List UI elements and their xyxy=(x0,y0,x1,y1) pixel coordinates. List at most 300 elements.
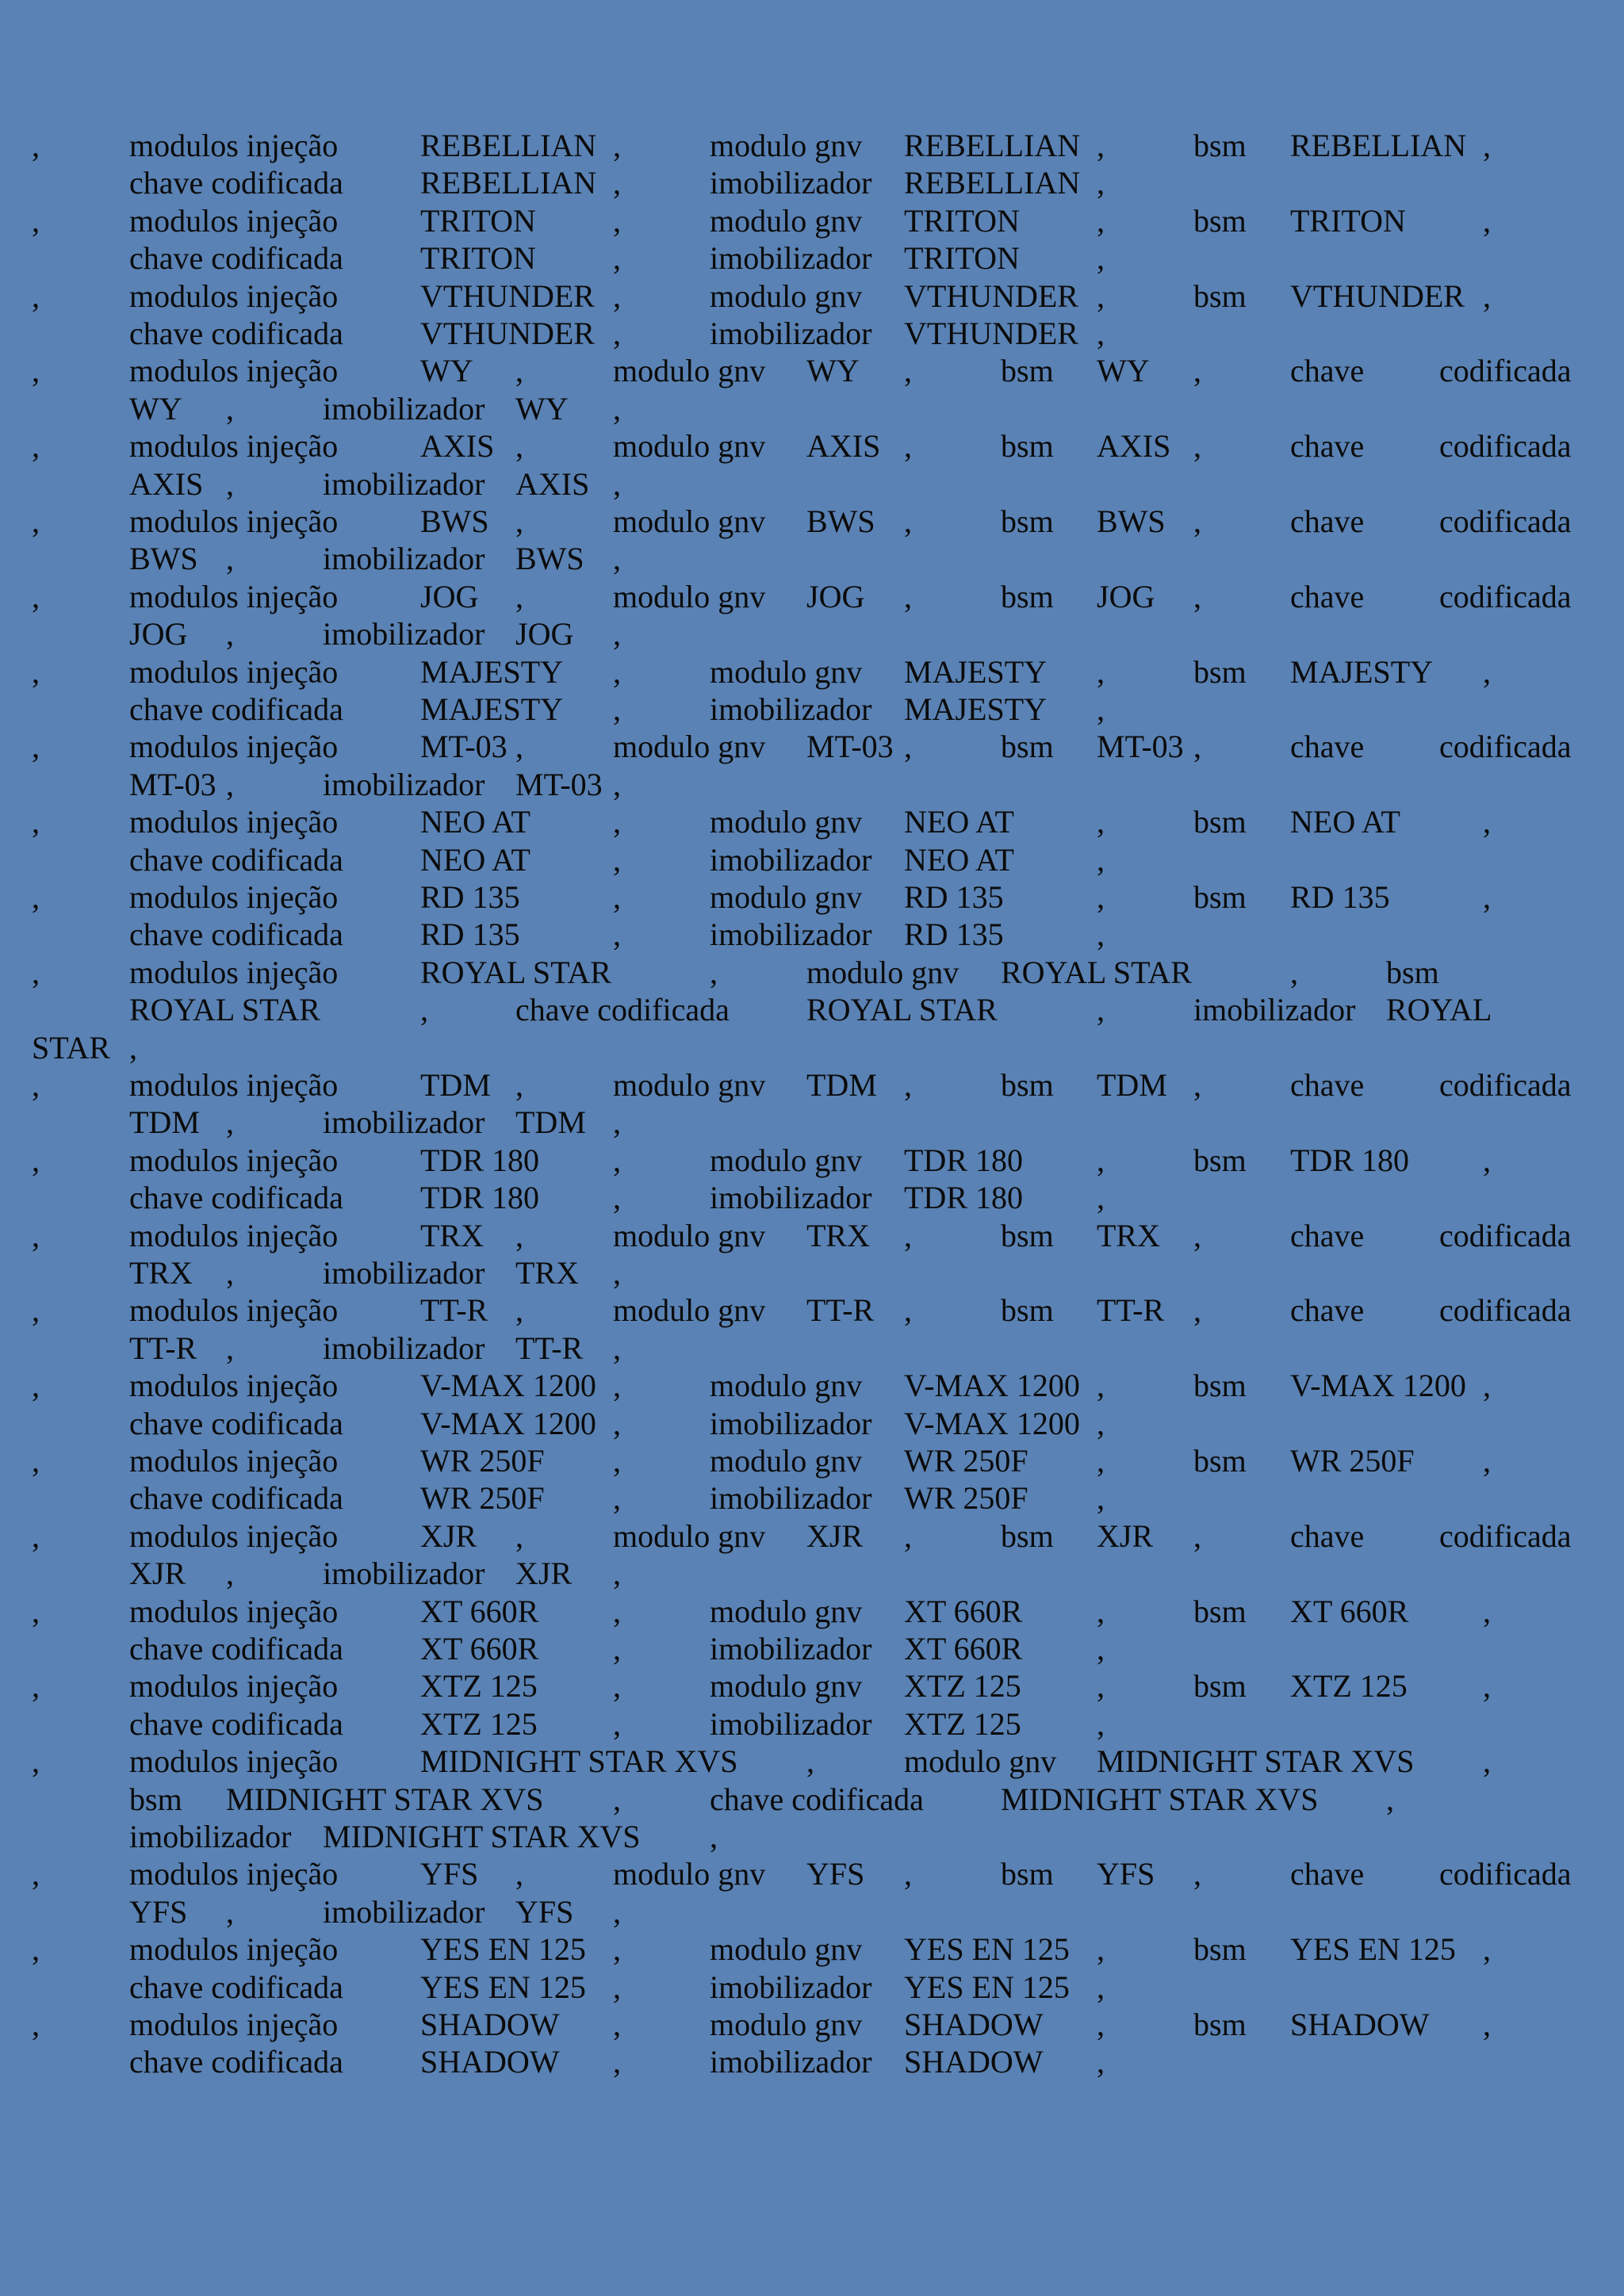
comma-separator: , xyxy=(32,954,40,990)
comma-separator: , xyxy=(32,653,40,690)
model-entry xyxy=(0,277,1624,353)
part-label: chave xyxy=(1290,503,1365,539)
model-name: ROYAL STAR xyxy=(420,954,611,990)
comma-separator: , xyxy=(1193,1217,1201,1253)
part-label: modulo gnv xyxy=(710,2007,863,2042)
comma-separator: , xyxy=(515,1292,523,1329)
comma-separator: , xyxy=(1193,1856,1201,1892)
comma-separator: , xyxy=(710,1818,718,1854)
part-label: bsm xyxy=(1001,1517,1054,1554)
comma-separator: , xyxy=(613,1368,621,1404)
part-label: modulo gnv xyxy=(613,428,766,465)
part-label: modulo gnv xyxy=(904,1743,1057,1780)
comma-separator: , xyxy=(613,691,621,727)
model-name: NEO AT xyxy=(904,841,1014,878)
comma-separator: , xyxy=(904,729,912,765)
part-label: modulo gnv xyxy=(710,804,863,840)
comma-separator: , xyxy=(1483,1142,1491,1178)
comma-separator: , xyxy=(613,277,621,314)
model-entry xyxy=(0,1743,1624,1855)
model-name: XJR xyxy=(515,1556,573,1592)
model-name: TDM xyxy=(1097,1067,1167,1103)
comma-separator: , xyxy=(904,428,912,465)
comma-separator: , xyxy=(613,128,621,163)
comma-separator: , xyxy=(420,992,428,1028)
part-label: bsm xyxy=(1193,1593,1247,1629)
model-name: YFS xyxy=(420,1856,479,1892)
part-label: modulo gnv xyxy=(710,653,863,690)
model-name: RD 135 xyxy=(420,879,520,915)
comma-separator: , xyxy=(1097,202,1105,239)
comma-separator: , xyxy=(613,653,621,690)
model-name: TRITON xyxy=(1290,202,1406,239)
part-label: modulos injeção xyxy=(129,1217,339,1253)
part-label: modulo gnv xyxy=(710,1142,863,1178)
part-label: imobilizador xyxy=(710,1405,872,1441)
comma-separator: , xyxy=(613,2007,621,2042)
comma-separator: , xyxy=(1483,804,1491,840)
comma-separator: , xyxy=(226,1104,234,1141)
part-label: chave codificada xyxy=(710,1781,924,1817)
part-label: modulos injeção xyxy=(129,954,339,990)
comma-separator: , xyxy=(1483,128,1491,163)
part-label: imobilizador xyxy=(323,1330,485,1366)
comma-separator: , xyxy=(1193,1067,1201,1103)
comma-separator: , xyxy=(613,1705,621,1742)
model-entry xyxy=(0,728,1624,803)
model-name: XJR xyxy=(420,1517,477,1554)
model-name: XT 660R xyxy=(1290,1593,1409,1629)
comma-separator: , xyxy=(613,841,621,878)
model-entry xyxy=(0,427,1624,503)
model-name: WR 250F xyxy=(420,1443,545,1479)
part-label: modulo gnv xyxy=(613,578,766,614)
model-name: MAJESTY xyxy=(1290,653,1434,690)
comma-separator: , xyxy=(32,1217,40,1253)
comma-separator: , xyxy=(32,128,40,163)
comma-separator: , xyxy=(613,1480,621,1517)
model-name: TRITON xyxy=(904,240,1020,277)
part-label: bsm xyxy=(1001,1856,1054,1892)
comma-separator: , xyxy=(1097,1630,1105,1667)
model-name: BWS xyxy=(806,503,875,539)
comma-separator: , xyxy=(904,353,912,389)
model-name: WY xyxy=(806,353,860,389)
comma-separator: , xyxy=(226,1254,234,1291)
model-name: TT-R xyxy=(515,1330,584,1366)
part-label: chave codificada xyxy=(129,165,343,201)
comma-separator: , xyxy=(613,1405,621,1441)
comma-separator: , xyxy=(32,804,40,840)
comma-separator: , xyxy=(613,1630,621,1667)
comma-separator: , xyxy=(904,1517,912,1554)
part-label: imobilizador xyxy=(710,1969,872,2005)
model-name: MIDNIGHT STAR XVS xyxy=(323,1818,641,1854)
comma-separator: , xyxy=(613,1180,621,1216)
part-label: bsm xyxy=(1001,1217,1054,1253)
comma-separator: , xyxy=(1483,879,1491,915)
comma-separator: , xyxy=(32,1368,40,1404)
comma-separator: , xyxy=(613,1254,621,1291)
part-label: modulos injeção xyxy=(129,1743,339,1780)
comma-separator: , xyxy=(613,916,621,953)
comma-separator: , xyxy=(1483,1443,1491,1479)
comma-separator: , xyxy=(32,1517,40,1554)
comma-separator: , xyxy=(515,428,523,465)
comma-separator: , xyxy=(613,766,621,802)
part-label: modulo gnv xyxy=(613,729,766,765)
model-name: RD 135 xyxy=(1290,879,1390,915)
part-label: modulos injeção xyxy=(129,1668,339,1705)
model-name: NEO AT xyxy=(904,804,1014,840)
part-label: bsm xyxy=(1001,353,1054,389)
part-label: modulos injeção xyxy=(129,879,339,915)
comma-separator: , xyxy=(613,1781,621,1817)
model-name: WY xyxy=(420,353,473,389)
part-label: bsm xyxy=(1193,1142,1247,1178)
comma-separator: , xyxy=(32,1668,40,1705)
comma-separator: , xyxy=(226,1330,234,1366)
model-entry xyxy=(0,1517,1624,1593)
model-name: TRX xyxy=(129,1254,193,1291)
model-name: ROYAL STAR xyxy=(1001,954,1192,990)
model-name: XTZ 125 xyxy=(420,1705,538,1742)
part-label: modulos injeção xyxy=(129,2007,339,2042)
model-name: XTZ 125 xyxy=(904,1705,1021,1742)
model-name: V-MAX 1200 xyxy=(904,1405,1080,1441)
comma-separator: , xyxy=(1483,1743,1491,1780)
model-name: TRX xyxy=(515,1254,579,1291)
part-label: chave xyxy=(1290,578,1365,614)
comma-separator: , xyxy=(1193,729,1201,765)
part-label: bsm xyxy=(1193,653,1247,690)
model-name: BWS xyxy=(129,541,198,577)
comma-separator: , xyxy=(226,541,234,577)
model-name: TRITON xyxy=(420,202,536,239)
comma-separator: , xyxy=(904,1217,912,1253)
part-label: modulos injeção xyxy=(129,1292,339,1329)
comma-separator: , xyxy=(1097,1480,1105,1517)
model-name: V-MAX 1200 xyxy=(904,1368,1080,1404)
part-label: chave codificada xyxy=(129,1180,343,1216)
model-name: MIDNIGHT STAR XVS xyxy=(226,1781,544,1817)
part-label: bsm xyxy=(1001,428,1054,465)
model-entry xyxy=(0,954,1624,1066)
model-name: MT-03 xyxy=(515,766,603,802)
part-label: modulo gnv xyxy=(613,1067,766,1103)
part-label: modulos injeção xyxy=(129,804,339,840)
comma-separator: , xyxy=(904,1067,912,1103)
comma-separator: , xyxy=(613,1104,621,1141)
comma-separator: , xyxy=(515,1856,523,1892)
model-entry xyxy=(0,1292,1624,1367)
comma-separator: , xyxy=(32,1292,40,1329)
comma-separator: , xyxy=(1193,578,1201,614)
model-name: NEO AT xyxy=(420,804,530,840)
comma-separator: , xyxy=(32,353,40,389)
comma-separator: , xyxy=(613,165,621,201)
model-name: MT-03 xyxy=(806,729,894,765)
part-label: imobilizador xyxy=(323,1104,485,1141)
comma-separator: , xyxy=(1097,1593,1105,1629)
part-label: modulos injeção xyxy=(129,428,339,465)
part-label: modulo gnv xyxy=(710,1668,863,1705)
comma-separator: , xyxy=(1193,1292,1201,1329)
part-label: imobilizador xyxy=(710,240,872,277)
model-name: ROYAL STAR xyxy=(129,992,320,1028)
part-label: bsm xyxy=(1193,1443,1247,1479)
model-name: YES EN 125 xyxy=(904,1931,1070,1968)
comma-separator: , xyxy=(1097,165,1105,201)
comma-separator: , xyxy=(32,729,40,765)
model-name: SHADOW xyxy=(420,2044,560,2080)
part-label: chave xyxy=(1290,1856,1365,1892)
model-entry xyxy=(0,878,1624,954)
comma-separator: , xyxy=(904,1292,912,1329)
model-name: MT-03 xyxy=(420,729,508,765)
model-name: V-MAX 1200 xyxy=(1290,1368,1466,1404)
comma-separator: , xyxy=(1097,653,1105,690)
part-label: chave codificada xyxy=(129,1969,343,2005)
part-label: modulos injeção xyxy=(129,1368,339,1404)
model-name: TT-R xyxy=(1097,1292,1165,1329)
comma-separator: , xyxy=(613,1931,621,1968)
part-label: chave codificada xyxy=(129,841,343,878)
model-name: SHADOW xyxy=(1290,2007,1430,2042)
part-label: chave codificada xyxy=(129,315,343,351)
model-name: XT 660R xyxy=(420,1630,539,1667)
comma-separator: , xyxy=(1097,1969,1105,2005)
comma-separator: , xyxy=(1097,1142,1105,1178)
model-name: XT 660R xyxy=(904,1630,1023,1667)
comma-separator: , xyxy=(1483,202,1491,239)
part-label: chave xyxy=(1290,353,1365,389)
model-name: TDR 180 xyxy=(904,1142,1023,1178)
model-name: WY xyxy=(1097,353,1150,389)
model-name: TT-R xyxy=(420,1292,488,1329)
part-label: chave codificada xyxy=(129,1705,343,1742)
comma-separator: , xyxy=(32,1743,40,1780)
part-label: bsm xyxy=(1001,1292,1054,1329)
model-name: VTHUNDER xyxy=(420,315,595,351)
part-label: modulo gnv xyxy=(613,503,766,539)
model-entry xyxy=(0,803,1624,878)
comma-separator: , xyxy=(515,1217,523,1253)
model-name: MIDNIGHT STAR XVS xyxy=(420,1743,738,1780)
part-label: codificada xyxy=(1439,353,1572,389)
part-label: bsm xyxy=(1386,954,1439,990)
part-label: modulos injeção xyxy=(129,1593,339,1629)
comma-separator: , xyxy=(1097,1180,1105,1216)
model-name: YES EN 125 xyxy=(420,1969,586,2005)
part-label: bsm xyxy=(1193,2007,1247,2042)
model-entry xyxy=(0,1066,1624,1142)
part-label: modulos injeção xyxy=(129,578,339,614)
model-entry xyxy=(0,1217,1624,1292)
comma-separator: , xyxy=(226,766,234,802)
part-label: modulo gnv xyxy=(710,277,863,314)
comma-separator: , xyxy=(32,1443,40,1479)
comma-separator: , xyxy=(1097,1668,1105,1705)
model-name: JOG xyxy=(420,578,479,614)
comma-separator: , xyxy=(1097,240,1105,277)
comma-separator: , xyxy=(613,1893,621,1930)
comma-separator: , xyxy=(1193,353,1201,389)
part-label: bsm xyxy=(1193,879,1247,915)
comma-separator: , xyxy=(613,1330,621,1366)
comma-separator: , xyxy=(515,353,523,389)
comma-separator: , xyxy=(613,2044,621,2080)
model-name: VTHUNDER xyxy=(420,277,595,314)
part-label: bsm xyxy=(1001,729,1054,765)
part-label: chave xyxy=(1290,428,1365,465)
part-label: bsm xyxy=(1193,804,1247,840)
model-name: TRX xyxy=(1097,1217,1160,1253)
comma-separator: , xyxy=(806,1743,814,1780)
part-label: modulo gnv xyxy=(613,353,766,389)
comma-separator: , xyxy=(32,1593,40,1629)
model-entry xyxy=(0,1593,1624,1668)
part-label: bsm xyxy=(1193,1368,1247,1404)
part-label: imobilizador xyxy=(710,1480,872,1517)
model-name: BWS xyxy=(1097,503,1166,539)
model-entry xyxy=(0,202,1624,277)
model-name: RD 135 xyxy=(904,879,1004,915)
model-name: NEO AT xyxy=(420,841,530,878)
model-name: JOG xyxy=(806,578,865,614)
part-label: modulo gnv xyxy=(710,202,863,239)
comma-separator: , xyxy=(1097,2007,1105,2042)
part-label: codificada xyxy=(1439,729,1572,765)
model-name: JOG xyxy=(129,616,188,652)
model-entry xyxy=(0,1367,1624,1442)
comma-separator: , xyxy=(1386,1781,1394,1817)
part-label: modulos injeção xyxy=(129,277,339,314)
part-label: codificada xyxy=(1439,1856,1572,1892)
model-name: TRITON xyxy=(420,240,536,277)
part-label: imobilizador xyxy=(1193,992,1356,1028)
comma-separator: , xyxy=(32,503,40,539)
model-name: MIDNIGHT STAR XVS xyxy=(1001,1781,1319,1817)
model-name: REBELLIAN xyxy=(420,165,597,201)
part-label: imobilizador xyxy=(323,1254,485,1291)
part-label: imobilizador xyxy=(710,916,872,953)
comma-separator: , xyxy=(1483,653,1491,690)
model-name: BWS xyxy=(515,541,584,577)
part-label: chave codificada xyxy=(515,992,730,1028)
part-label: codificada xyxy=(1439,1292,1572,1329)
part-label: bsm xyxy=(129,1781,182,1817)
model-name: NEO AT xyxy=(1290,804,1400,840)
comma-separator: , xyxy=(1193,428,1201,465)
part-label: imobilizador xyxy=(710,841,872,878)
model-name: MAJESTY xyxy=(904,653,1048,690)
part-label: modulos injeção xyxy=(129,729,339,765)
model-entry xyxy=(0,1442,1624,1517)
part-label: chave codificada xyxy=(129,1405,343,1441)
model-name: WR 250F xyxy=(904,1443,1028,1479)
model-entry xyxy=(0,127,1624,202)
part-label: imobilizador xyxy=(323,616,485,652)
part-label: modulos injeção xyxy=(129,653,339,690)
comma-separator: , xyxy=(32,879,40,915)
comma-separator: , xyxy=(904,578,912,614)
comma-separator: , xyxy=(613,1142,621,1178)
part-label: bsm xyxy=(1193,1931,1247,1968)
part-label: modulo gnv xyxy=(710,128,863,163)
model-name: V-MAX 1200 xyxy=(420,1405,596,1441)
part-label: bsm xyxy=(1193,202,1247,239)
model-name: SHADOW xyxy=(420,2007,560,2042)
model-name: WY xyxy=(515,390,569,427)
part-label: bsm xyxy=(1193,277,1247,314)
comma-separator: , xyxy=(613,879,621,915)
comma-separator: , xyxy=(613,1969,621,2005)
model-name: XJR xyxy=(1097,1517,1154,1554)
part-label: imobilizador xyxy=(323,390,485,427)
comma-separator: , xyxy=(613,541,621,577)
model-name: XT 660R xyxy=(420,1593,539,1629)
model-name: AXIS xyxy=(420,428,495,465)
part-label: chave codificada xyxy=(129,240,343,277)
part-label: imobilizador xyxy=(323,1556,485,1592)
model-name: XTZ 125 xyxy=(420,1668,538,1705)
model-name: AXIS xyxy=(515,465,590,502)
model-entry xyxy=(0,1142,1624,1217)
comma-separator: , xyxy=(1097,1405,1105,1441)
comma-separator: , xyxy=(1097,916,1105,953)
model-name: REBELLIAN xyxy=(904,128,1081,163)
model-name: TDM xyxy=(129,1104,200,1141)
part-label: codificada xyxy=(1439,1517,1572,1554)
part-label: imobilizador xyxy=(323,1893,485,1930)
part-label: modulo gnv xyxy=(613,1292,766,1329)
comma-separator: , xyxy=(613,616,621,652)
model-name: JOG xyxy=(515,616,574,652)
part-label: modulos injeção xyxy=(129,1067,339,1103)
model-name: TDR 180 xyxy=(420,1142,539,1178)
model-name: XJR xyxy=(129,1556,186,1592)
comma-separator: , xyxy=(613,202,621,239)
comma-separator: , xyxy=(613,390,621,427)
part-label: imobilizador xyxy=(710,691,872,727)
model-name: TT-R xyxy=(129,1330,197,1366)
model-name: MAJESTY xyxy=(420,691,564,727)
model-name: TDR 180 xyxy=(420,1180,539,1216)
model-entry xyxy=(0,578,1624,653)
comma-separator: , xyxy=(613,1668,621,1705)
part-label: codificada xyxy=(1439,578,1572,614)
model-entry xyxy=(0,1931,1624,2006)
comma-separator: , xyxy=(613,315,621,351)
comma-separator: , xyxy=(1097,691,1105,727)
comma-separator: , xyxy=(1483,277,1491,314)
part-label: modulos injeção xyxy=(129,1142,339,1178)
comma-separator: , xyxy=(32,277,40,314)
comma-separator: , xyxy=(1193,1517,1201,1554)
comma-separator: , xyxy=(1097,128,1105,163)
part-label: modulo gnv xyxy=(710,1443,863,1479)
model-name: XT 660R xyxy=(904,1593,1023,1629)
comma-separator: , xyxy=(32,2007,40,2042)
comma-separator: , xyxy=(613,804,621,840)
model-entry xyxy=(0,1667,1624,1743)
part-label: modulos injeção xyxy=(129,202,339,239)
part-label: chave codificada xyxy=(129,1480,343,1517)
model-name: XTZ 125 xyxy=(1290,1668,1408,1705)
comma-separator: , xyxy=(1097,277,1105,314)
comma-separator: , xyxy=(1097,2044,1105,2080)
